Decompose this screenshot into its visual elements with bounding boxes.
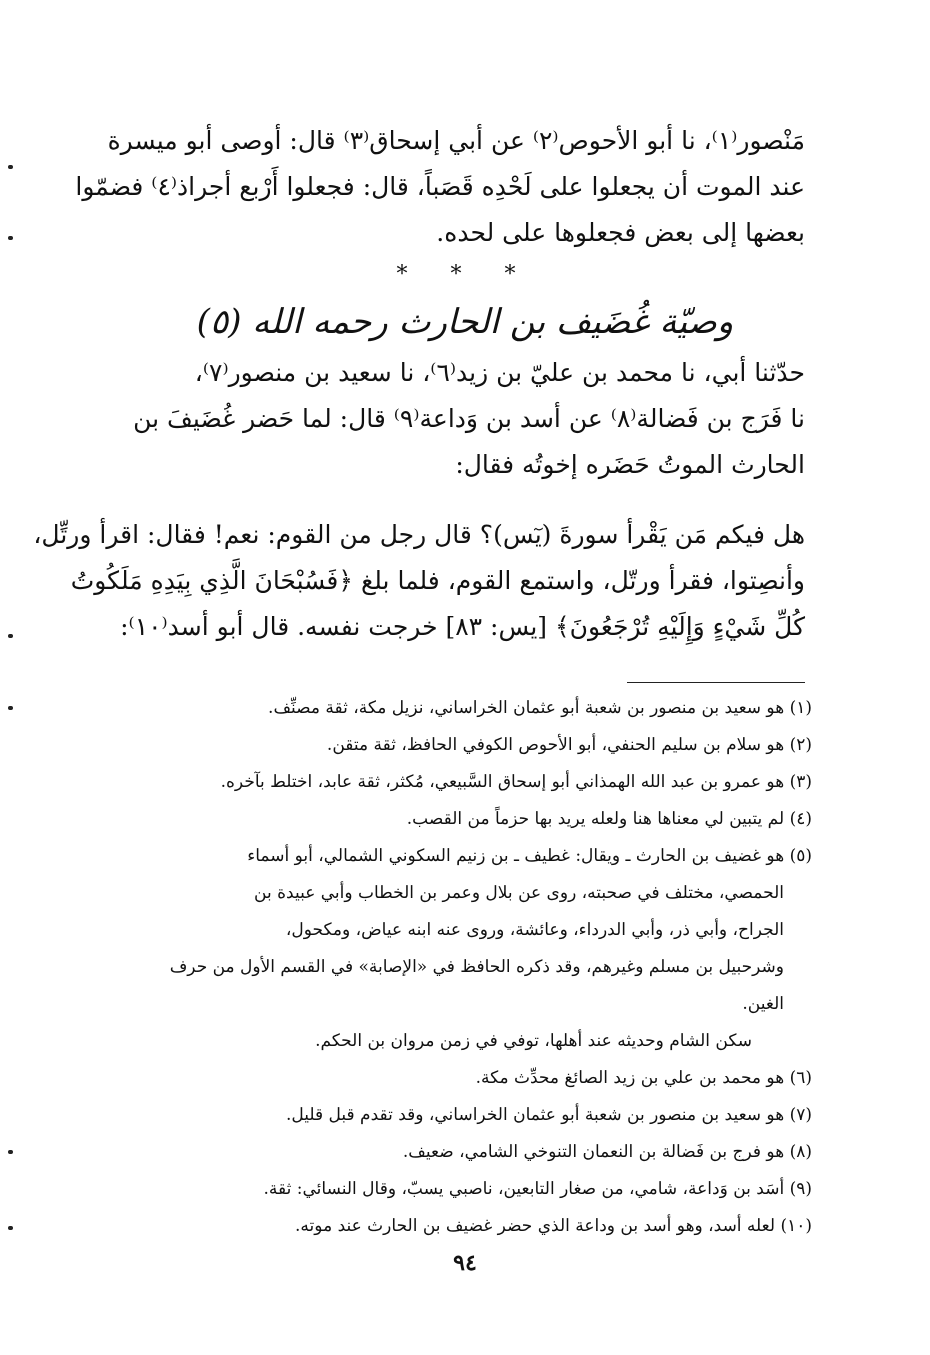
footnote-5-paragraph: سكن الشام وحديثه عند أهلها، توفي في زمن مروان بن الحكم. bbox=[315, 1031, 752, 1051]
scan-speck bbox=[8, 634, 13, 638]
text-line: عند الموت أن يجعلوا على لَحْدِه قَصَباً، قال: فجعلوا أَرْبع أجراذ⁽٤⁾ فضمّوا bbox=[75, 172, 805, 201]
text-line: كُلِّ شَيْءٍ وَإِلَيْهِ تُرْجَعُونَ﴾ [يس: ٨٣] خرجت نفسه. قال أبو أسد⁽١٠⁾: bbox=[120, 612, 805, 641]
footnote-divider bbox=[627, 682, 805, 683]
scan-speck bbox=[8, 1226, 13, 1230]
scan-speck bbox=[8, 706, 13, 710]
footnote-3: (٣) هو عمرو بن عبد الله الهمذاني أبو إسحاق السَّبيعي، مُكثر، ثقة عابد، اختلط بآخره. bbox=[220, 772, 812, 792]
footnote-5-continuation: الجراح، وأبي ذر، وأبي الدرداء، وعائشة، وروى عنه ابنه عياض، ومكحول، bbox=[285, 920, 784, 940]
text-line: حدّثنا أبي، نا محمد بن عليّ بن زيد⁽٦⁾، نا سعيد بن منصور⁽٧⁾، bbox=[194, 358, 805, 387]
paragraph-isnad bbox=[115, 350, 805, 488]
footnote-10: (١٠) لعله أسد، وهو أسد بن وداعة الذي حضر غضيف بن الحارث عند موته. bbox=[295, 1216, 812, 1236]
footnote-6: (٦) هو محمد بن علي بن زيد الصائغ محدِّث مكة. bbox=[475, 1068, 812, 1088]
section-separator-stars: * * * bbox=[396, 262, 534, 287]
text-line: مَنْصور⁽١⁾، نا أبو الأحوص⁽٢⁾ عن أبي إسحاق⁽٣⁾ قال: أوصى أبو ميسرة bbox=[107, 126, 805, 155]
text-line: الحارث الموتُ حَضَره إخوتُه فقال: bbox=[455, 450, 805, 479]
scan-speck bbox=[8, 1150, 13, 1154]
footnote-2: (٢) هو سلام بن سليم الحنفي، أبو الأحوص الكوفي الحافظ، ثقة متقن. bbox=[326, 735, 812, 755]
scan-speck bbox=[8, 236, 13, 240]
text-line: وأنصِتوا، فقرأ ورتّل، واستمع القوم، فلما بلغ ﴿فَسُبْحَانَ الَّذِي بِيَدِهِ مَلَكُوتُ bbox=[70, 566, 805, 595]
text-line: بعضها إلى بعض فجعلوها على لحده. bbox=[436, 218, 805, 247]
footnotes bbox=[112, 690, 812, 1245]
footnote-4: (٤) لم يتبين لي معناها هنا ولعله يريد بها حزماً من القصب. bbox=[406, 809, 812, 829]
footnote-9: (٩) أسَد بن وَداعة، شامي، من صغار التابعين، ناصبي يسبّ، وقال النسائي: ثقة. bbox=[263, 1179, 812, 1199]
footnote-7: (٧) هو سعيد بن منصور بن شعبة أبو عثمان الخراساني، وقد تقدم قبل قليل. bbox=[285, 1105, 812, 1125]
footnote-5: (٥) هو غضيف بن الحارث ـ ويقال: غطيف ـ بن زنيم السكوني الشمالي، أبو أسماء bbox=[247, 846, 812, 866]
section-heading: وصيّة غُضَيف بن الحارث رحمه الله (٥) bbox=[196, 302, 734, 342]
footnote-5-continuation: الغين. bbox=[742, 994, 784, 1014]
page-number: ٩٤ bbox=[453, 1250, 477, 1276]
footnote-1: (١) هو سعيد بن منصور بن شعبة أبو عثمان الخراساني، نزيل مكة، ثقة مصنِّف. bbox=[268, 698, 812, 718]
paragraph-surah-yasin bbox=[33, 512, 805, 650]
footnote-5-continuation: الحمصي، مختلف في صحبته، روى عن بلال وعمر بن الخطاب وأبي عبيدة بن bbox=[254, 883, 784, 903]
text-line: هل فيكم مَن يَقْرأ سورةَ (يٓس)؟ قال رجل من القوم: نعم! فقال: اقرأ ورتِّل، bbox=[33, 520, 805, 549]
footnote-8: (٨) هو فرج بن فَضالة بن النعمان التنوخي الشامي، ضعيف. bbox=[402, 1142, 812, 1162]
scan-speck bbox=[8, 165, 13, 169]
text-line: نا فَرَج بن فَضالة⁽٨⁾ عن أسد بن وَداعة⁽٩⁾ قال: لما حَضر غُضَيفَ بن bbox=[133, 404, 805, 433]
paragraph-abu-maysara bbox=[75, 118, 805, 256]
footnote-5-continuation: وشرحبيل بن مسلم وغيرهم، وقد ذكره الحافظ في «الإصابة» في القسم الأول من حرف bbox=[169, 957, 784, 977]
